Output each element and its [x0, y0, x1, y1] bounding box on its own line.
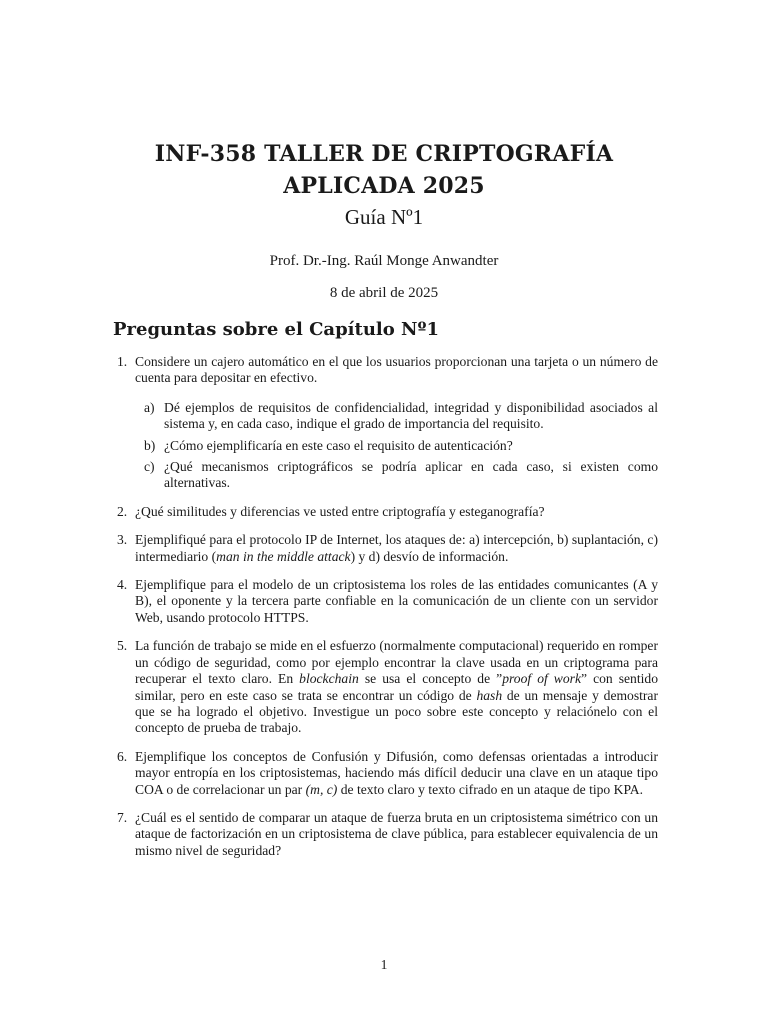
- question-number: 2.: [117, 503, 128, 519]
- document-title-line-1: INF-358 TALLER DE CRIPTOGRAFÍA: [154, 141, 614, 167]
- sub-question-c: [144, 459, 658, 492]
- page-number: 1: [380, 957, 388, 972]
- question-text-part: ” con sentido similar, pero en este caso se trata se encontrar un código de: [135, 671, 659, 703]
- question-list: [113, 354, 658, 871]
- sub-question-text: Dé ejemplos de requisitos de confidencialidad, integridad y disponibilidad asociados al sistema y, en cada caso, indique el grado de importancia del requisito.: [164, 399, 658, 432]
- question-number: 3.: [117, 532, 128, 548]
- sub-question-b: [144, 438, 658, 454]
- question-5: [113, 638, 658, 736]
- question-number: 1.: [117, 354, 128, 369]
- title-block: [0, 138, 768, 302]
- author: Prof. Dr.-Ing. Raúl Monge Anwandter: [269, 253, 499, 269]
- sub-question-a: [144, 400, 658, 433]
- question-1: [113, 354, 658, 492]
- question-text: ¿Cuál es el sentido de comparar un ataque de fuerza bruta en un criptosistema simétrico con un ataque de factorización en un criptosistema de clave pública, para establecer equivalencia de un mismo nivel de seguridad?: [135, 809, 658, 858]
- italic-term: proof of work: [502, 671, 581, 687]
- question-text-part: de un mensaje y demostrar que se ha logrado el objetivo. Investigue un poco sobre este concepto y relaciónelo con el concepto de prueba de trabajo.: [135, 687, 658, 736]
- question-4: [113, 577, 658, 626]
- question-2: [113, 504, 658, 520]
- italic-term: hash: [476, 687, 503, 703]
- sub-question-text: ¿Cómo ejemplificaría en este caso el requisito de autenticación?: [164, 437, 513, 453]
- question-3: [113, 532, 658, 565]
- question-text: [135, 638, 658, 735]
- question-text-part: Ejemplifique los conceptos de Confusión y Difusión, como defensas orientadas a introducir mayor entropía en los criptosistemas, haciendo más difícil deducir una clave en un ataque tipo COA o de correlacionar un par: [135, 748, 658, 797]
- question-text-part: ) y d) desvío de información.: [350, 548, 509, 564]
- document-subtitle: Guía Nº1: [344, 205, 424, 229]
- sub-question-letter: b): [144, 437, 156, 453]
- question-text-part: de texto claro y texto cifrado en un ataque de tipo KPA.: [337, 781, 643, 797]
- date: 8 de abril de 2025: [329, 285, 439, 301]
- section-title: Preguntas sobre el Capítulo Nº1: [113, 319, 439, 340]
- question-text-part: La función de trabajo se mide en el esfuerzo (normalmente computacional) requerido en romper un código de seguridad, como por ejemplo encontrar la clave usada en un criptograma para recuperar el texto claro. En: [135, 638, 658, 687]
- sub-question-letter: a): [144, 399, 155, 415]
- question-text: Ejemplifique para el modelo de un criptosistema los roles de las entidades comunicantes (A y B), el oponente y la tercera parte confiable en la comunicación de un cliente con un servidor Web, usando protocolo HTTPS.: [135, 577, 658, 625]
- question-text: [135, 749, 658, 797]
- document-title-line-2: APLICADA 2025: [283, 173, 485, 199]
- question-7: [113, 810, 658, 859]
- question-number: 4.: [117, 577, 128, 593]
- sub-question-text: ¿Qué mecanismos criptográficos se podría aplicar en cada caso, si existen como alternativas.: [164, 459, 658, 491]
- question-number: 6.: [117, 748, 128, 764]
- italic-term: blockchain: [299, 671, 359, 687]
- question-number: 7.: [117, 809, 128, 825]
- sub-question-letter: c): [144, 459, 155, 475]
- question-number: 5.: [117, 638, 128, 654]
- question-text: [135, 532, 658, 563]
- sub-question-list: [135, 400, 658, 492]
- question-text: Considere un cajero automático en el que los usuarios proporcionan una tarjeta o un número de cuenta para depositar en efectivo.: [135, 354, 658, 386]
- question-text: ¿Qué similitudes y diferencias ve usted entre criptografía y esteganografía?: [135, 503, 545, 519]
- math-expression: (m, c): [305, 781, 338, 797]
- question-text-part: Ejemplifiqué para el protocolo IP de Internet, los ataques de: a) intercepción, b) suplantación, c) intermediario (: [135, 532, 658, 564]
- question-6: [113, 749, 658, 798]
- italic-term: man in the middle attack: [216, 548, 351, 564]
- question-text-part: se usa el concepto de ”: [358, 671, 503, 687]
